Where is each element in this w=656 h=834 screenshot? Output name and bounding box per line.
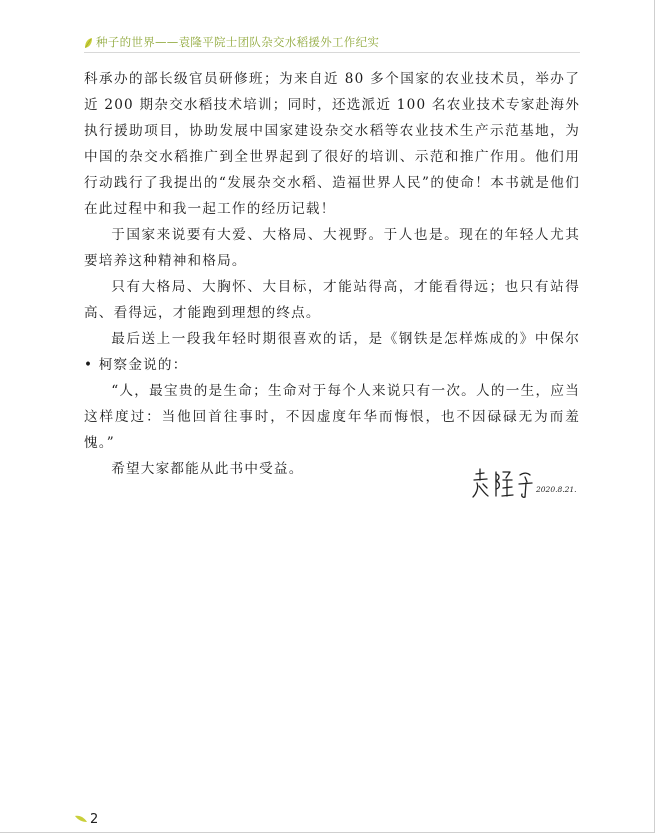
page-number: 2 (90, 812, 99, 827)
paragraph: 科承办的部长级官员研修班；为来自近 80 多个国家的农业技术员，举办了近 200 期杂交水稻技术培训；同时，还选派近 100 名农业技术专家赴海外执行援助项目，协助发展中国家建设杂交水稻等农业技术生产示范基地，为中国的杂交水稻推广到全世界起到了很好的培训、示范和推广作用。他们用行动践行了我提出的“发展杂交水稻、造福世界人民”的使命！本书就是他们在此过程中和我一起工作的经历记载！ (84, 71, 580, 217)
paragraph: 希望大家都能从此书中受益。 (111, 461, 304, 477)
running-header (84, 34, 379, 50)
paragraph: 只有大格局、大胸怀、大目标，才能站得高，才能看得远；也只有站得高、看得远，才能跑到理想的终点。 (84, 279, 580, 321)
paragraph: “人，最宝贵的是生命；生命对于每个人来说只有一次。人的一生，应当这样度过：当他回首往事时，不因虚度年华而悔恨，也不因碌碌无为而羞愧。” (84, 383, 580, 451)
leaf-icon (74, 812, 88, 827)
leaf-icon (84, 37, 92, 48)
header-divider (84, 52, 580, 53)
paragraph: 于国家来说要有大爱、大格局、大视野。于人也是。现在的年轻人尤其要培养这种精神和格局。 (84, 227, 580, 269)
body-text (84, 66, 580, 482)
handwritten-signature (470, 466, 590, 506)
signature-drawing (470, 466, 590, 506)
paragraph: 最后送上一段我年轻时期很喜欢的话，是《钢铁是怎样炼成的》中保尔 • 柯察金说的： (84, 331, 580, 373)
page-footer (74, 812, 98, 827)
signature-date: 2020.8.21. (536, 485, 577, 494)
header-title: 种子的世界——袁隆平院士团队杂交水稻援外工作纪实 (96, 35, 380, 49)
